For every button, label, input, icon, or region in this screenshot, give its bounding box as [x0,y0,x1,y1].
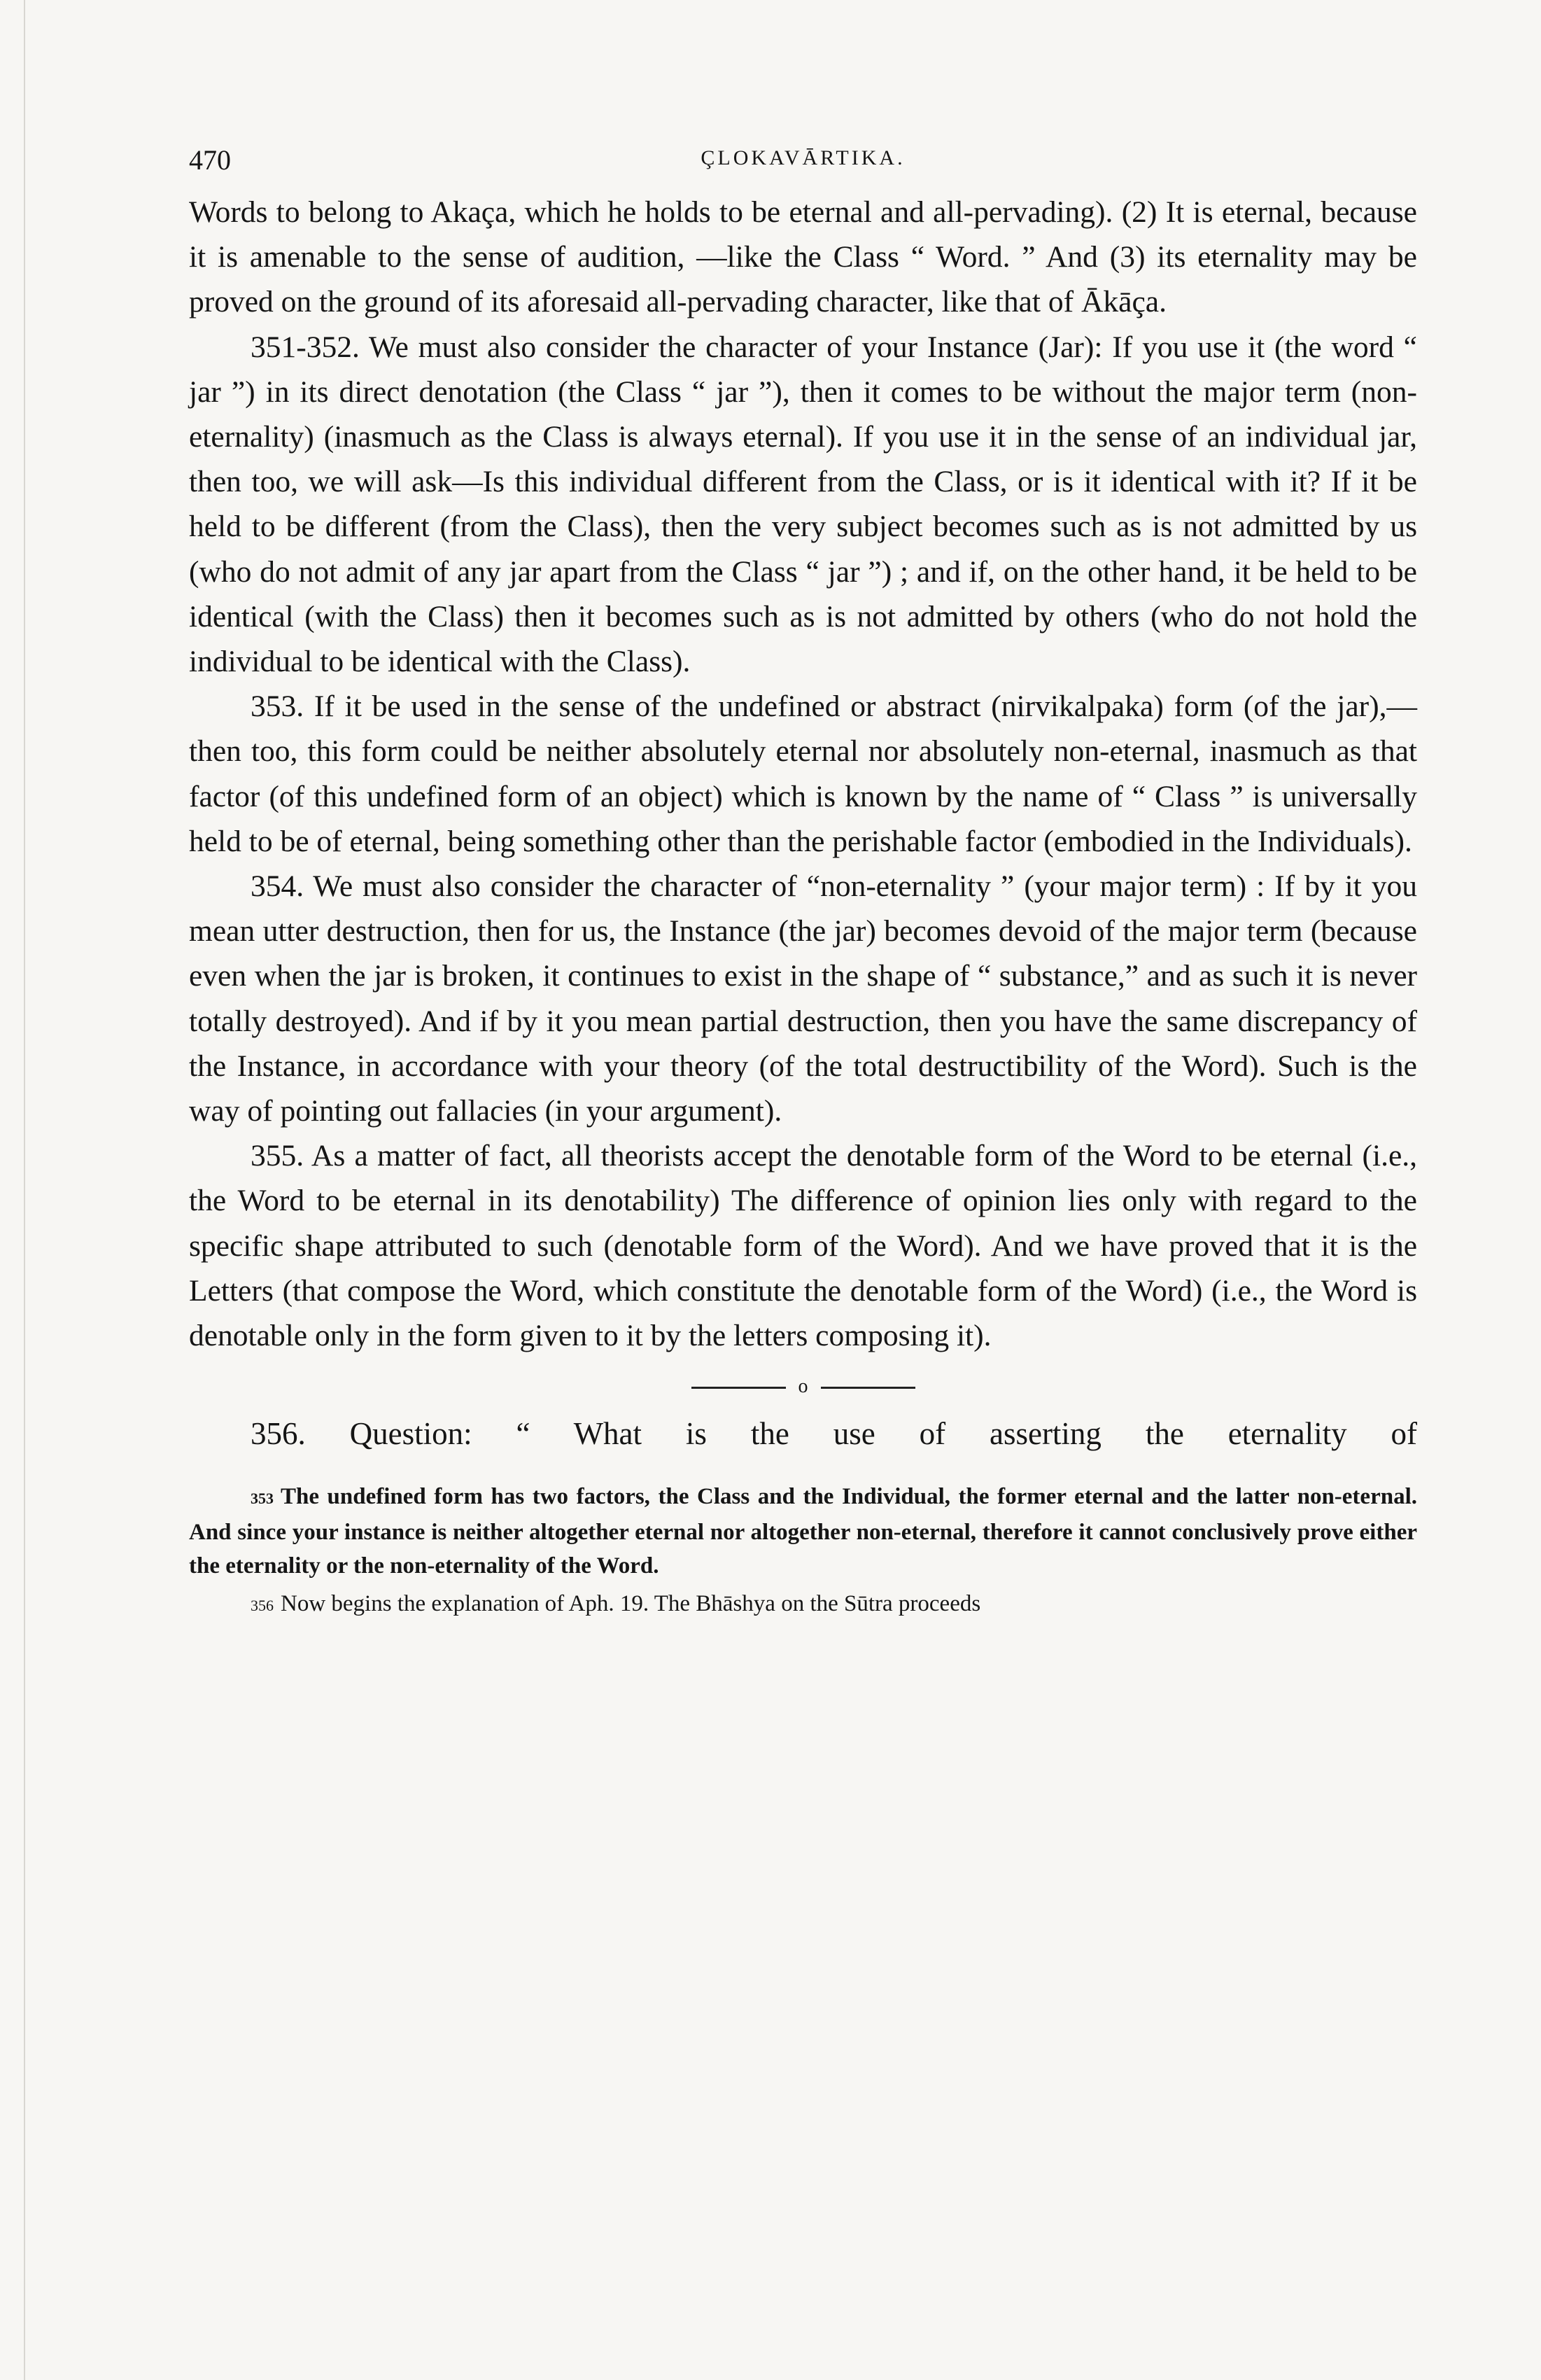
footnote-number: 356 [251,1597,274,1615]
footnote-353 [189,1480,1417,1583]
paragraph-continued: Words to belong to Akaça, which he holds to be eternal and all-pervading). (2) It is eternal, because it is amenable to the sense of audition, —like the Class “ Word. ” And (3) its eternality may be proved on the ground of its aforesaid all-pervading character, like that of Ākāça. [189,195,1417,319]
book-page [189,144,1417,1623]
footnote-number: 353 [251,1490,274,1508]
paragraph-356-question: 356. Question: “ What is the use of asserting the eternality of [251,1416,1417,1452]
running-title: ÇLOKAVĀRTIKA. [701,146,906,169]
main-text [189,190,1417,1358]
paragraph-353: 353. If it be used in the sense of the undefined or abstract (nirvikalpaka) form (of the jar),—then too, this form could be neither absolutely eternal nor absolutely non-eternal, inasmuch as that factor (of this undefined form of an object) which is known by the name of “ Class ” is universally held to be of eternal, being something other than the perishable factor (embodied in the Individuals). [189,690,1417,858]
paragraph-354: 354. We must also consider the character of “non-eternality ” (your major term) : If by it you mean utter destruction, then for us, the Instance (the jar) becomes devoid of the major term (because even when the jar is broken, it continues to exist in the shape of “ substance,” and as such it is never totally destroyed). And if by it you mean partial destruction, then you have the same discrepancy of the Instance, in accordance with your theory (of the total destructibility of the Word). Such is the way of pointing out fallacies (in your argument). [189,869,1417,1128]
section-divider [691,1376,915,1397]
footnotes [189,1480,1417,1623]
footnote-text: The undefined form has two factors, the Class and the Individual, the former eternal and the latter non-eternal. And since your instance is neither altogether eternal nor altogether non-eternal, therefore it cannot conclusively prove either the eternality or the non-eternality of the Word. [189,1484,1417,1579]
scan-edge-line [24,0,25,2380]
paragraph-355: 355. As a matter of fact, all theorists accept the denotable form of the Word to be eternal (i.e., the Word to be eternal in its denotability) The difference of opinion lies only with regard to the specific shape attributed to such (denotable form of the Word). And we have proved that it is the Letters (that compose the Word, which constitute the denotable form of the Word) (i.e., the Word is denotable only in the form given to it by the letters composing it). [189,1139,1417,1353]
footnote-text: Now begins the explanation of Aph. 19. The Bhāshya on the Sūtra proceeds [281,1591,981,1617]
running-header [189,144,1417,186]
paragraph-351-352: 351-352. We must also consider the character of your Instance (Jar): If you use it (the word “ jar ”) in its direct denotation (the Class “ jar ”), then it comes to be without the major term (non-eternality) (inasmuch as the Class is always eternal). If you use it in the sense of an individual jar, then too, we will ask—Is this individual different from the Class, or is it identical with it? If it be held to be different (from the Class), then the very subject becomes such as is not admitted by us (who do not admit of any jar apart from the Class “ jar ”) ; and if, on the other hand, it be held to be identical (with the Class) then it becomes such as is not admitted by others (who do not hold the individual to be identical with the Class). [189,330,1417,679]
page-number: 470 [189,144,231,176]
footnote-356 [189,1587,1417,1623]
divider-mark: o [798,1376,808,1398]
